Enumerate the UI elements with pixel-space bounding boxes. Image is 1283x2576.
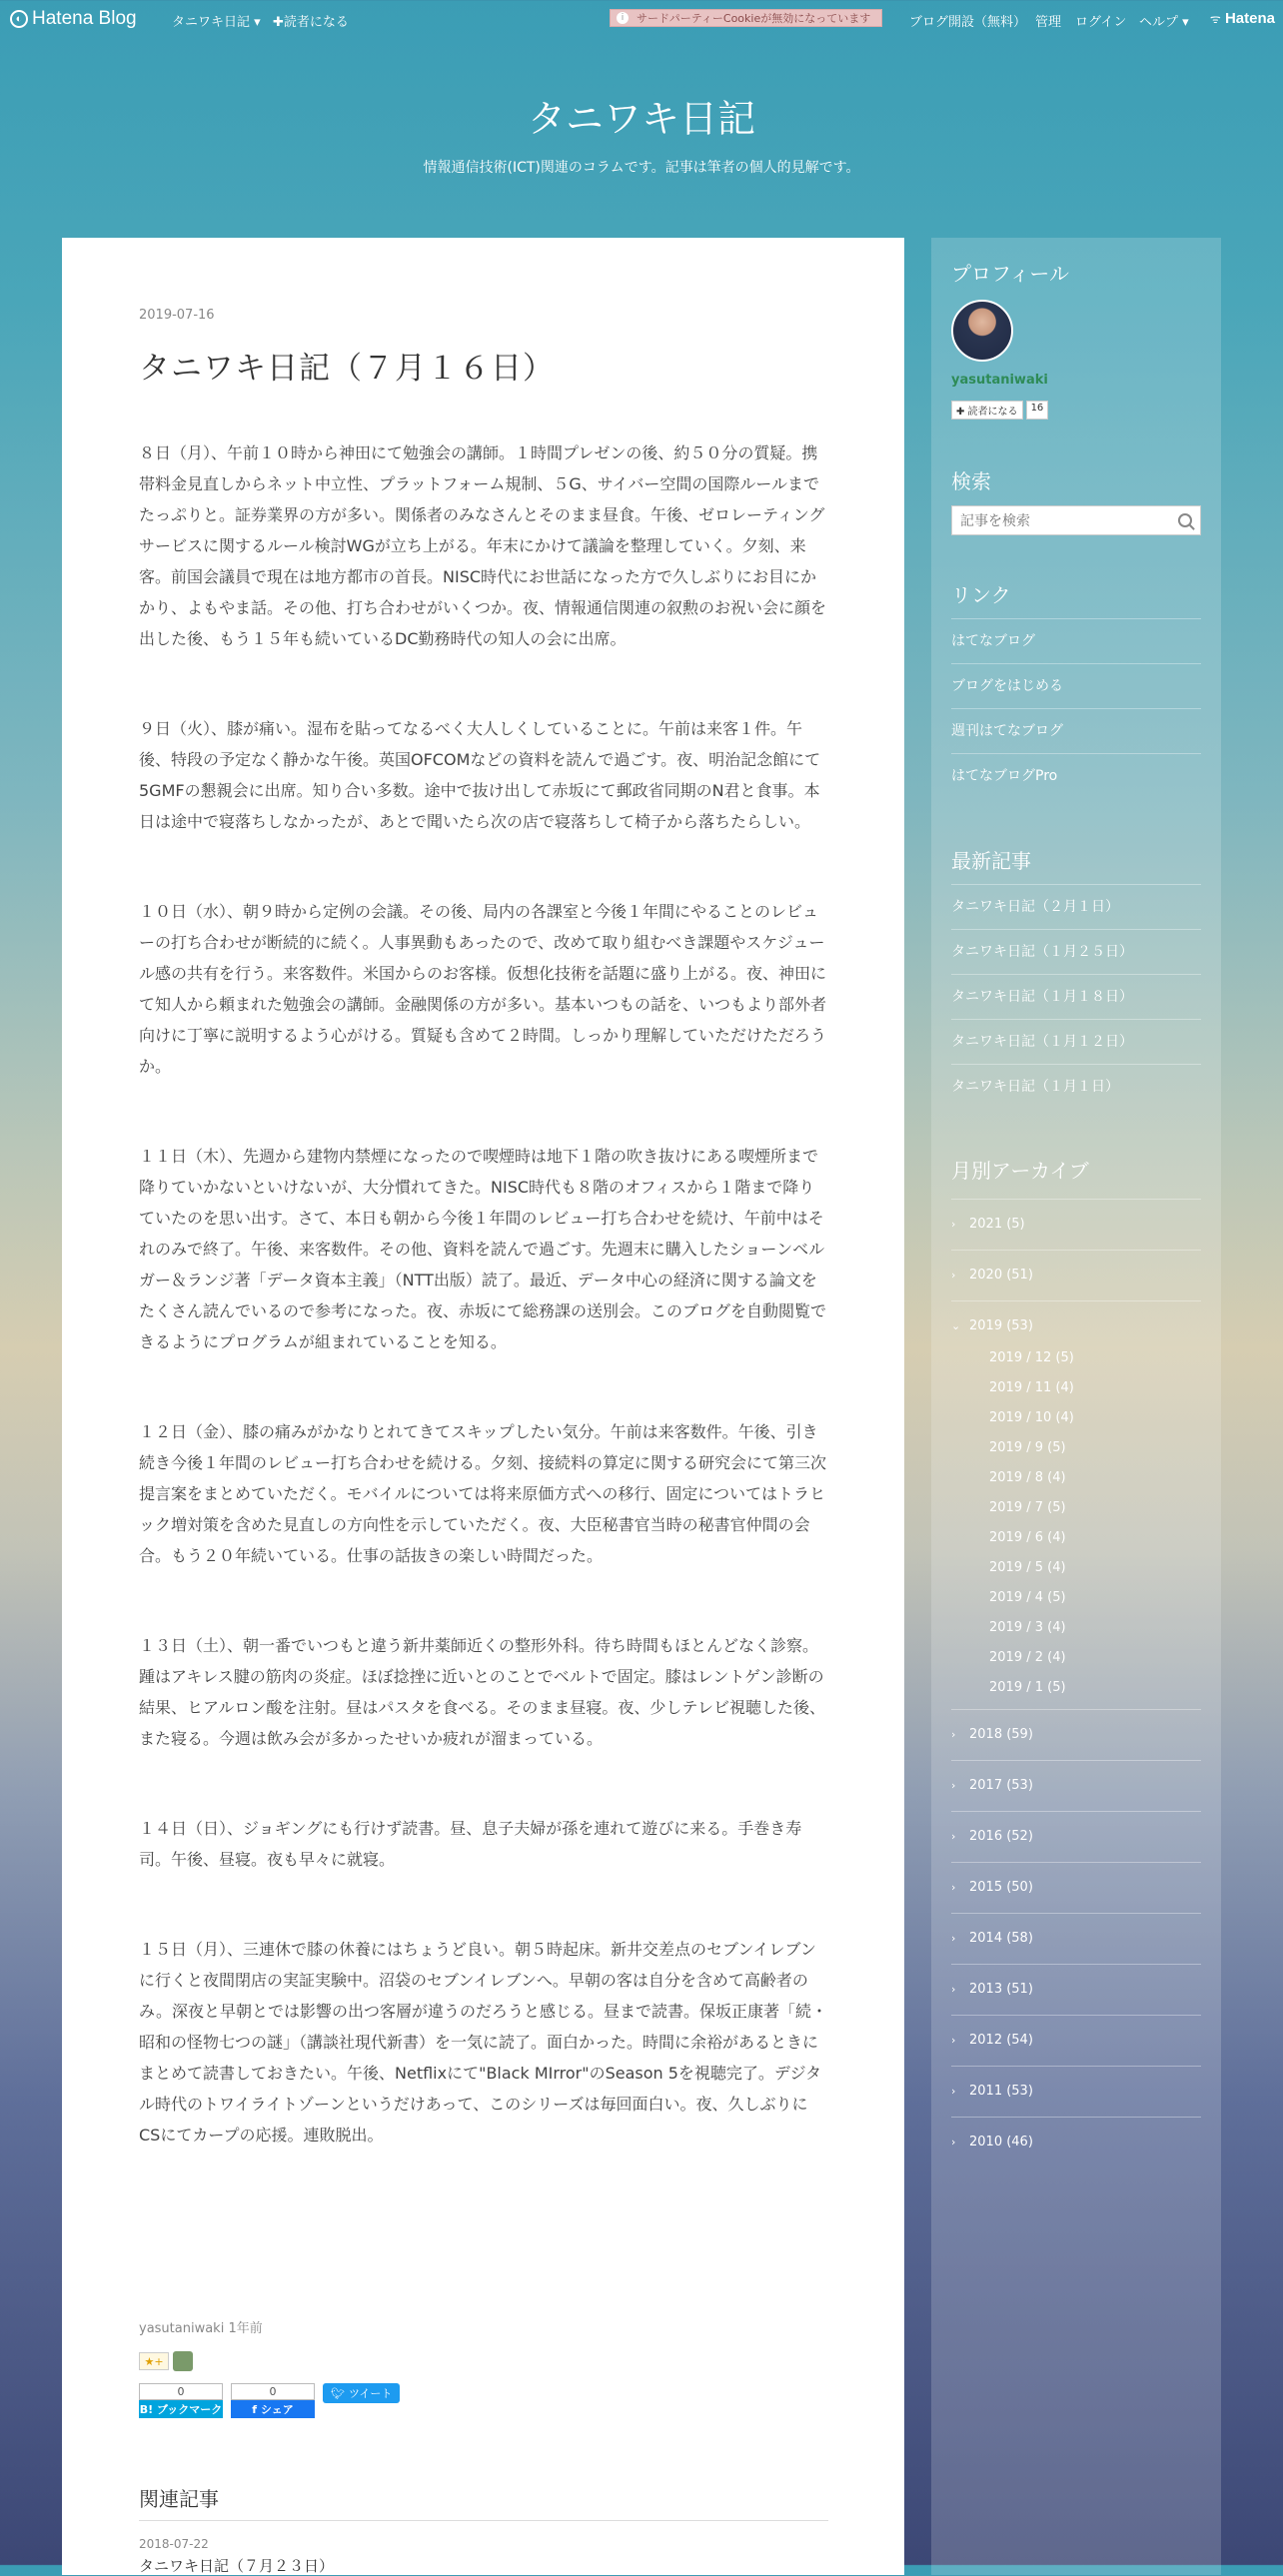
profile-heading: プロフィール — [951, 262, 1069, 286]
archive-heading: 月別アーカイブ — [951, 1159, 1089, 1183]
links-heading: リンク — [951, 583, 1011, 607]
entry-paragraph: １０日（水）、朝９時から定例の会議。その後、局内の各課室と今後１年間にやることのレビューの打ち合わせが断続的に続く。人事異動もあったので、改めて取り組むべき課題やスケジュール感の共有を行う。来客数件。米国からのお客様。仮想化技術を話題に盛り上がる。夜、神田にて知人から頼まれた勉強会の講師。金融関係の方が多い。基本いつもの話を、いつもより部外者向けに丁寧に説明するよう心がける。質疑も含めて２時間。しっかり理解していただけただろうか。 — [139, 902, 827, 1076]
share-count: 0 — [231, 2383, 315, 2400]
search-box — [951, 505, 1201, 535]
facebook-share-button[interactable] — [231, 2383, 315, 2418]
chevron-right-icon: › — [951, 1830, 956, 1843]
related-title[interactable]: タニワキ日記（７月２３日） — [139, 2557, 335, 2575]
search-input[interactable] — [958, 507, 1172, 535]
hatena-brand-link[interactable]: ᯤ Hatena — [1209, 10, 1275, 27]
archive-list — [951, 1199, 1201, 2167]
links-list — [951, 618, 1201, 798]
star-area — [139, 2351, 193, 2371]
logo-text: Hatena Blog — [32, 8, 137, 29]
star-user-icon[interactable] — [173, 2351, 193, 2371]
entry-paragraph: １２日（金）、膝の痛みがかなりとれてきてスキップしたい気分。午前は来客数件。午後、引き続き今後１年間のレビュー打ち合わせを続ける。夕刻、接続料の算定に関する研究会にて第三次提言案をまとめていただく。モバイルについては将来原価方式への移行、固定についてはトラヒック増対策を含めた見直しの方向性を示していただく。夜、大臣秘書官当時の秘書官仲間の会合。もう２０年続いている。仕事の話抜きの楽しい時間だった。 — [139, 1422, 827, 1565]
blog-title[interactable]: タニワキ日記 — [527, 97, 755, 141]
recent-entry-link[interactable]: タニワキ日記（１月２５日） — [951, 929, 1201, 974]
recent-entry-link[interactable]: タニワキ日記（１月１８日） — [951, 974, 1201, 1019]
entry-paragraph: １３日（土）、朝一番でいつもと違う新井薬師近くの整形外科。待ち時間もほとんどなく診察。踵はアキレス腱の筋肉の炎症。ほぼ捻挫に近いとのことでベルトで固定。膝はレントゲン診断の結果、ヒアルロン酸を注射。昼はパスタを食べる。そのまま昼寝。夜、少しテレビ視聴した後、また寝る。今週は飲み会が多かったせいか疲れが溜まっている。 — [139, 1636, 826, 1748]
blog-description: 情報通信技術(ICT)関連のコラムです。記事は筆者の個人的見解です。 — [423, 160, 860, 176]
divider — [139, 2520, 828, 2521]
entry-paragraph: １１日（木）、先週から建物内禁煙になったので喫煙時は地下１階の吹き抜けにある喫煙所まで降りていかないといけないが、大分慣れてきた。NISC時代も８階のオフィスから１階まで降りていたのを思い出す。さて、本日も朝から今後１年間のレビュー打ち合わせを続け、午前中はそれのみで終了。午後、来客数件。その他、資料を読んで過ごす。先週末に購入したショーンベルガー＆ランジ著「データ資本主義」（NTT出版）読了。最近、データ中心の経済に関する論文をたくさん読んでいるので参考になった。夜、赤坂にて総務課の送別会。このブログを自動閲覧できるようにプログラムが組まれていることを知る。 — [139, 1147, 827, 1351]
entry-title[interactable]: タニワキ日記（７月１６日） — [139, 351, 555, 387]
twitter-bird-icon: 🐦︎ — [331, 2386, 345, 2400]
archive-month[interactable]: 2019 / 11 (4) — [989, 1380, 1074, 1395]
bookmark-button[interactable] — [139, 2383, 223, 2418]
archive-year[interactable]: › 2015 (50) — [951, 1862, 1201, 1913]
share-buttons — [139, 2383, 400, 2418]
chevron-right-icon: › — [951, 1779, 956, 1792]
global-header — [0, 0, 1283, 38]
entry-body — [139, 437, 828, 2209]
archive-month[interactable]: 2019 / 7 (5) — [989, 1500, 1066, 1515]
archive-month[interactable]: 2019 / 4 (5) — [989, 1590, 1066, 1605]
entry-paragraph: １４日（日）、ジョギングにも行けず読書。昼、息子夫婦が孫を連れて遊びに来る。手巻き寿司。午後、昼寝。夜も早々に就寝。 — [139, 1819, 802, 1869]
archive-year[interactable]: › 2011 (53) — [951, 2066, 1201, 2117]
reader-count: 16 — [1026, 401, 1049, 420]
hatena-blog-logo[interactable] — [10, 8, 137, 30]
recent-entry-link[interactable]: タニワキ日記（１月１２日） — [951, 1019, 1201, 1064]
archive-year[interactable]: › 2017 (53) — [951, 1760, 1201, 1811]
archive-month[interactable]: 2019 / 1 (5) — [989, 1680, 1066, 1695]
tweet-button[interactable]: 🐦︎ ツイート — [323, 2383, 400, 2403]
hatena-logo-icon: ◐ — [10, 10, 28, 28]
bookmark-label: B! ブックマーク — [139, 2400, 223, 2418]
search-heading: 検索 — [951, 469, 991, 493]
reader-button[interactable] — [951, 401, 1048, 420]
cookie-notice[interactable]: i サードパーティーCookieが無効になっています — [610, 9, 882, 27]
chevron-right-icon: › — [951, 2136, 956, 2148]
archive-month[interactable]: 2019 / 6 (4) — [989, 1530, 1066, 1545]
sidebar-link[interactable]: はてなブログPro — [951, 753, 1201, 798]
reader-label: ✚ 読者になる — [951, 401, 1023, 420]
archive-month[interactable]: 2019 / 2 (4) — [989, 1650, 1066, 1665]
chevron-right-icon: › — [951, 1881, 956, 1894]
chevron-right-icon: › — [951, 1983, 956, 1996]
share-label: f シェア — [231, 2400, 315, 2418]
archive-year[interactable]: › 2018 (59) — [951, 1709, 1201, 1760]
chevron-right-icon: › — [951, 2085, 956, 2098]
help-menu[interactable]: ヘルプ ▾ — [1139, 15, 1189, 30]
archive-year[interactable]: › 2014 (58) — [951, 1913, 1201, 1964]
archive-month[interactable]: 2019 / 5 (4) — [989, 1560, 1066, 1575]
chevron-right-icon: › — [951, 1932, 956, 1945]
archive-year[interactable]: › 2021 (5) — [951, 1199, 1201, 1250]
archive-month[interactable]: 2019 / 12 (5) — [989, 1350, 1074, 1365]
add-star-button[interactable]: ★+ — [139, 2352, 169, 2370]
chevron-right-icon: › — [951, 1728, 956, 1741]
blog-menu[interactable]: タニワキ日記 ▾ — [172, 15, 261, 30]
archive-year-open[interactable]: ⌄ 2019 (53) — [951, 1300, 1201, 1351]
sidebar — [931, 238, 1221, 2575]
archive-month[interactable]: 2019 / 10 (4) — [989, 1410, 1074, 1425]
sidebar-link[interactable]: ブログをはじめる — [951, 663, 1201, 708]
admin-link[interactable]: 管理 — [1035, 15, 1062, 30]
recent-list — [951, 884, 1201, 1109]
recent-entry-link[interactable]: タニワキ日記（１月１日） — [951, 1064, 1201, 1109]
entry-paragraph: １５日（月）、三連休で膝の休養にはちょうど良い。朝５時起床。新井交差点のセブンイレブンに行くと夜間閉店の実証実験中。沼袋のセブンイレブンへ。早朝の客は自分を含めて高齢者のみ。深夜と早朝とでは影響の出つ客層が違うのだろうと感じる。昼まで読書。保坂正康著「続・昭和の怪物七つの謎」（講談社現代新書）を一気に読了。面白かった。時間に余裕があるときにまとめて読書しておきたい。午後、Netflixにて"Black MIrror"のSeason 5を視聴完了。デジタル時代のトワイライトゾーンというだけあって、このシリーズは毎回面白い。夜、久しぶりにCSにてカープの応援。連敗脱出。 — [139, 1940, 827, 2145]
entry-byline[interactable]: yasutaniwaki 1年前 — [139, 2321, 263, 2336]
entry-date[interactable]: 2019-07-16 — [139, 308, 215, 323]
recent-heading: 最新記事 — [951, 849, 1031, 873]
archive-month[interactable]: 2019 / 8 (4) — [989, 1470, 1066, 1485]
profile-username[interactable]: yasutaniwaki — [951, 373, 1048, 388]
chevron-right-icon: › — [951, 2034, 956, 2047]
sidebar-link[interactable]: はてなブログ — [951, 618, 1201, 663]
subscribe-link[interactable]: ✚読者になる — [273, 15, 349, 30]
entry-paragraph: ８日（月）、午前１０時から神田にて勉強会の講師。１時間プレゼンの後、約５０分の質疑。携帯料金見直しからネット中立性、プラットフォーム規制、５G、サイバー空間の国際ルールまでたっぷりと。証券業界の方が多い。関係者のみなさんとそのまま昼食。午後、ゼロレーティングサービスに関するルール検討WGが立ち上がる。年末にかけて議論を整理していく。夕刻、来客。前国会議員で現在は地方都市の首長。NISC時代にお世話になった方で久しぶりにお目にかかり、よもやま話。その他、打ち合わせがいくつか。夜、情報通信関連の叙勲のお祝い会に顔を出した後、もう１５年も続いているDC勤務時代の知人の会に出席。 — [139, 443, 827, 648]
archive-month[interactable]: 2019 / 9 (5) — [989, 1440, 1066, 1455]
archive-year[interactable]: › 2013 (51) — [951, 1964, 1201, 2015]
main-content — [62, 238, 904, 2575]
hatena-mark-icon: ᯤ — [1209, 12, 1221, 26]
chevron-right-icon: › — [951, 1269, 956, 1282]
info-icon: i — [617, 12, 629, 24]
chevron-right-icon: › — [951, 1218, 956, 1231]
login-link[interactable]: ログイン — [1075, 15, 1127, 30]
sidebar-link[interactable]: 週刊はてなブログ — [951, 708, 1201, 753]
recent-entry-link[interactable]: タニワキ日記（２月１日） — [951, 884, 1201, 929]
archive-month[interactable]: 2019 / 3 (4) — [989, 1620, 1066, 1635]
archive-year[interactable]: › 2016 (52) — [951, 1811, 1201, 1862]
chevron-down-icon: ⌄ — [951, 1319, 961, 1332]
search-icon[interactable] — [1178, 513, 1192, 527]
related-heading: 関連記事 — [139, 2487, 219, 2511]
archive-year[interactable]: › 2010 (46) — [951, 2117, 1201, 2167]
avatar[interactable] — [951, 300, 1013, 362]
archive-year[interactable]: › 2012 (54) — [951, 2015, 1201, 2066]
bookmark-count: 0 — [139, 2383, 223, 2400]
related-date: 2018-07-22 — [139, 2537, 209, 2551]
archive-year[interactable]: › 2020 (51) — [951, 1250, 1201, 1300]
start-blog-link[interactable]: ブログ開設（無料） — [909, 15, 1027, 30]
entry-paragraph: ９日（火）、膝が痛い。湿布を貼ってなるべく大人しくしていることに。午前は来客１件。午後、特段の予定なく静かな午後。英国OFCOMなどの資料を読んで過ごす。夜、明治記念館にて5GMFの懇親会に出席。知り合い多数。途中で抜け出して赤坂にて郵政省同期のN君と食事。本日は途中で寝落ちしなかったが、あとで聞いたら次の店で寝落ちして椅子から落ちたらしい。 — [139, 719, 821, 831]
